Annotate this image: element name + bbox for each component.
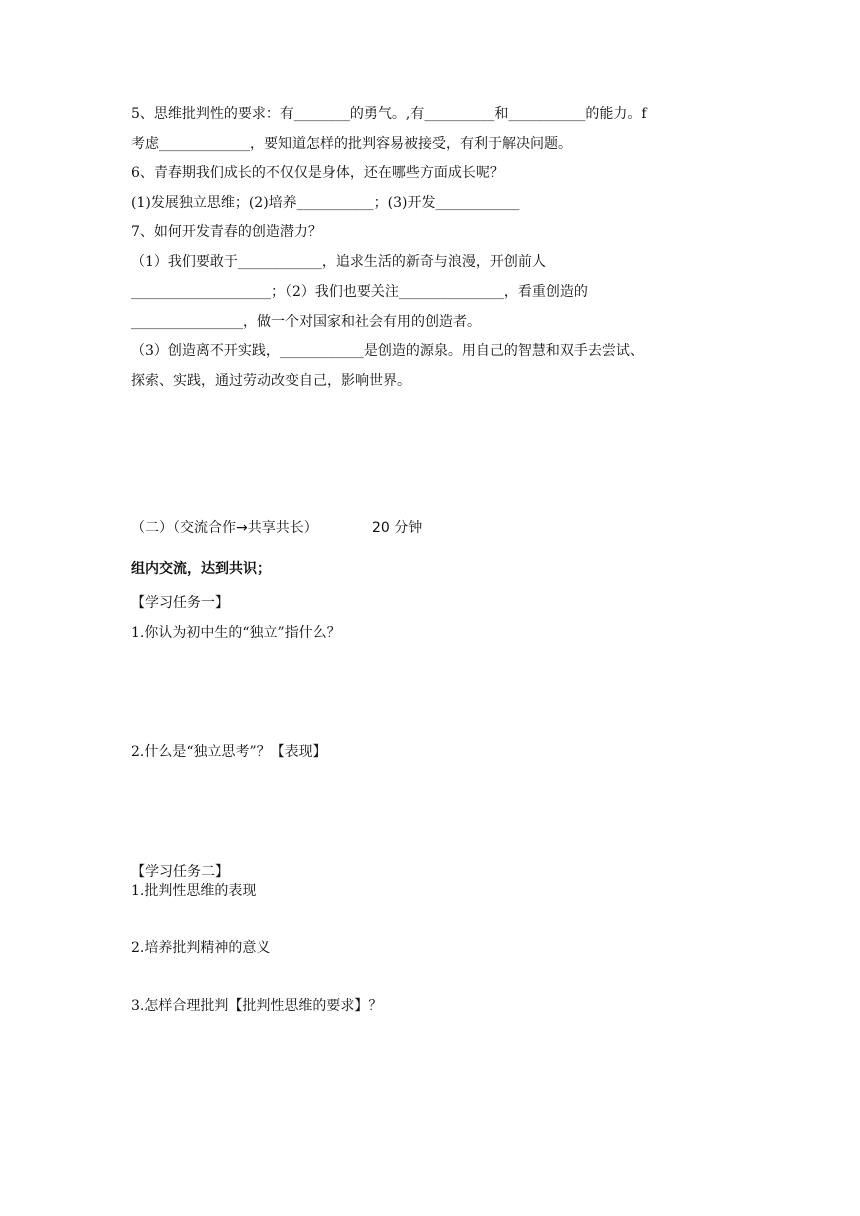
task-2-title: 【学习任务二】 — [131, 864, 229, 880]
question-7-line-2: （1）我们要敢于____________，追求生活的新奇与浪漫，开创前人 — [131, 254, 546, 270]
question-7-line-6: 探索、实践，通过劳动改变自己，影响世界。 — [131, 373, 411, 389]
question-7-line-1: 7、如何开发青春的创造潜力？ — [131, 224, 322, 240]
group-discussion-instruction: 组内交流，达到共识； — [131, 561, 271, 577]
task-1-question-2: 2.什么是“独立思考”？【表现】 — [131, 744, 327, 760]
question-6-line-2: (1)发展独立思维；(2)培养___________；(3)开发____________ — [131, 195, 520, 211]
question-6-line-1: 6、青春期我们成长的不仅仅是身体，还在哪些方面成长呢？ — [131, 165, 504, 181]
question-7-line-5: （3）创造离不开实践，____________是创造的源泉。用自己的智慧和双手去尝试、 — [131, 343, 644, 359]
task-2-question-1: 1.批判性思维的表现 — [131, 883, 257, 899]
task-1-title: 【学习任务一】 — [131, 595, 229, 611]
task-2-question-3: 3.怎样合理批判【批判性思维的要求】？ — [131, 998, 383, 1014]
task-2-question-2: 2.培养批判精神的意义 — [131, 940, 271, 956]
question-7-line-3: ____________________；（2）我们也要关注_______________，看重创造的 — [131, 284, 588, 300]
question-5-line-2: 考虑_____________，要知道怎样的批判容易被接受，有利于解决问题。 — [131, 136, 572, 152]
section-two-time: 20 分钟 — [372, 520, 423, 536]
question-5-line-1: 5、思维批判性的要求：有________的勇气。,有__________和___________的能力。f — [131, 106, 647, 122]
question-7-line-4: ________________，做一个对国家和社会有用的创造者。 — [131, 314, 481, 330]
task-1-question-1: 1.你认为初中生的“独立”指什么？ — [131, 625, 341, 641]
section-two-heading: （二）（交流合作→共享共长） — [131, 520, 318, 536]
